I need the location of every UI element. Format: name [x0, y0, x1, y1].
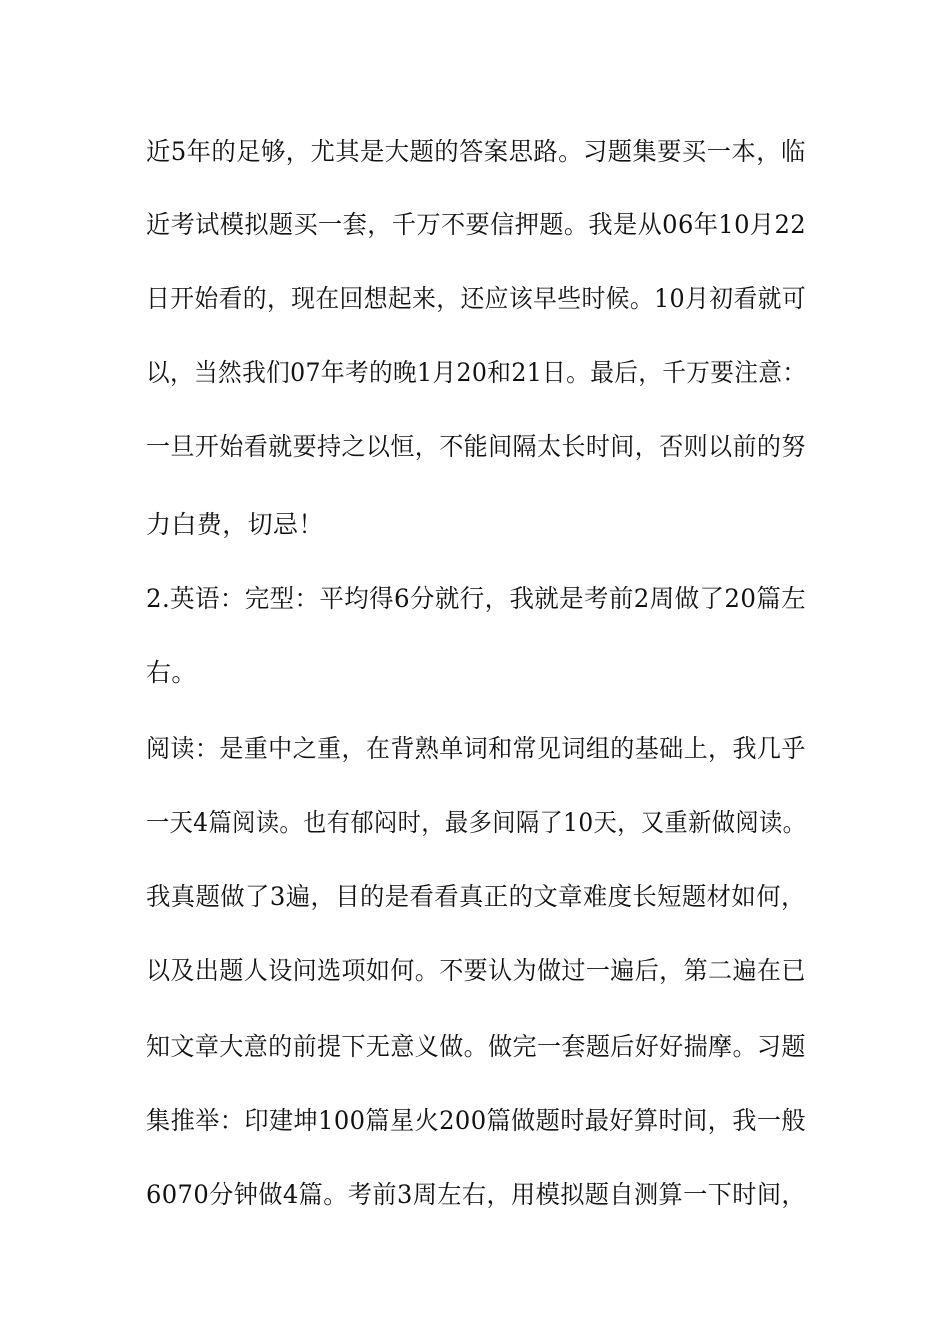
text-line: 一天4篇阅读。也有郁闷时，最多间隔了10天，又重新做阅读。: [146, 808, 807, 837]
text-line: 阅读：是重中之重，在背熟单词和常见词组的基础上，我几乎: [146, 734, 806, 763]
text-line: 知文章大意的前提下无意义做。做完一套题后好好揣摩。习题: [146, 1032, 806, 1061]
text-line: 力白费，切忌！: [146, 510, 324, 539]
text-line: 日开始看的，现在回想起来，还应该早些时候。10月初看就可: [146, 284, 807, 313]
text-line: 近考试模拟题买一套，千万不要信押题。我是从06年10月22: [146, 210, 807, 239]
text-line: 以及出题人设问选项如何。不要认为做过一遍后，第二遍在已: [146, 956, 806, 985]
text-line: 以，当然我们07年考的晚1月20和21日。最后，千万要注意：: [146, 358, 807, 387]
text-line: 我真题做了3遍，目的是看看真正的文章难度长短题材如何，: [146, 882, 806, 911]
text-line: 2.英语：完型：平均得6分就行，我就是考前2周做了20篇左: [146, 584, 807, 613]
text-line: 近5年的足够，尤其是大题的答案思路。习题集要买一本，临: [146, 137, 806, 166]
text-line: 集推举：印建坤100篇星火200篇做题时最好算时间，我一般: [146, 1106, 807, 1135]
text-line: 6070分钟做4篇。考前3周左右，用模拟题自测算一下时间，: [146, 1180, 807, 1209]
text-line: 右。: [146, 658, 197, 687]
text-line: 一旦开始看就要持之以恒，不能间隔太长时间，否则以前的努: [146, 432, 806, 461]
